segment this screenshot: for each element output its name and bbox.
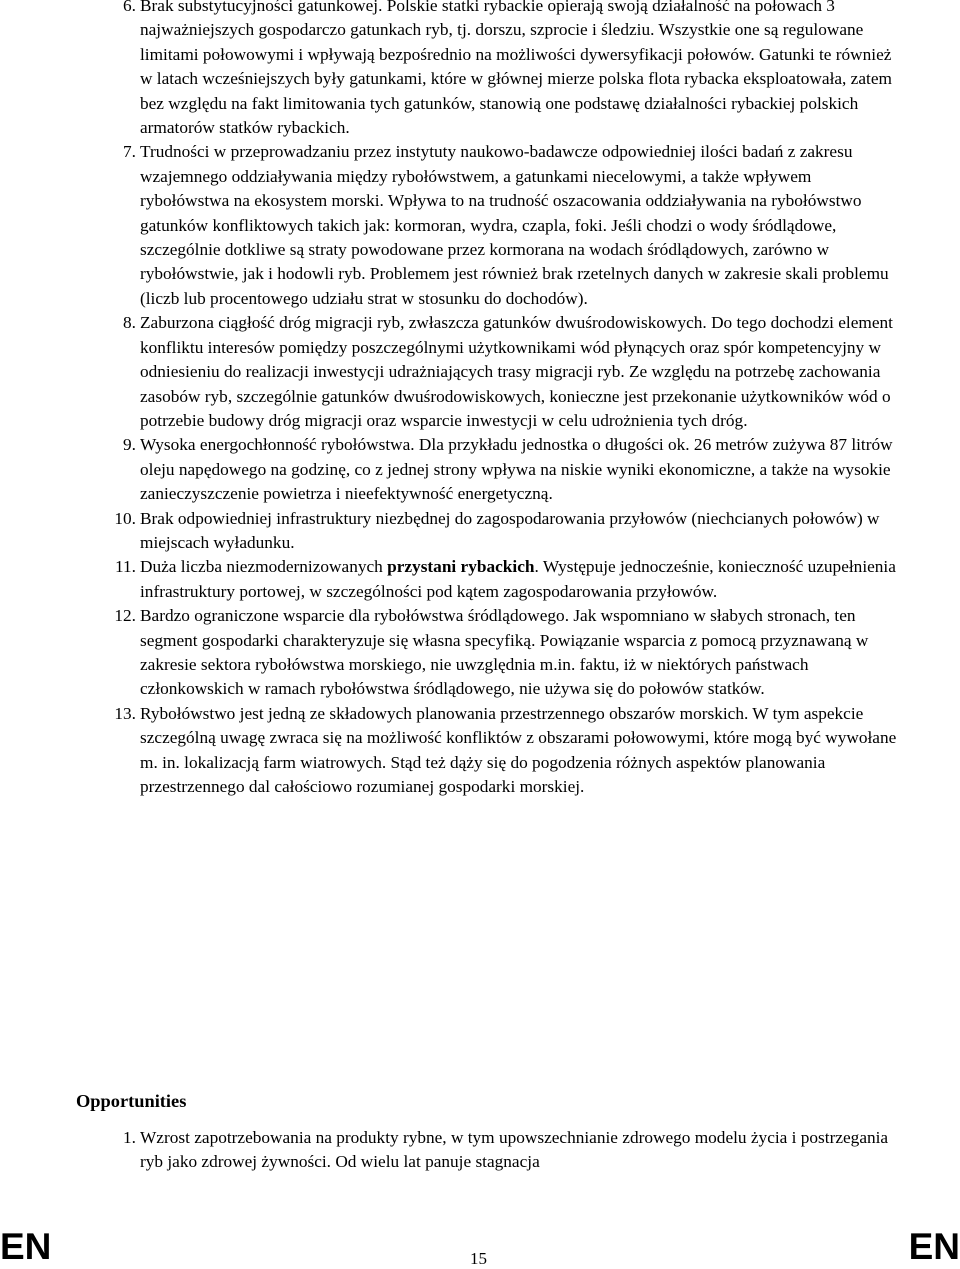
list-item-number: 1.	[123, 1128, 136, 1147]
list-item-9	[0, 433, 960, 506]
list-item-number: 7.	[123, 142, 136, 162]
list-item-12	[0, 604, 960, 702]
page-number: 15	[470, 1249, 487, 1268]
list-item-number: 13.	[114, 703, 136, 723]
list-item-11	[0, 555, 960, 604]
opportunity-item-1	[0, 1126, 960, 1175]
list-item-text: Zaburzona ciągłość dróg migracji ryb, zwłaszcza gatunków dwuśrodowiskowych. Do tego dochodzi element konfliktu interesów pomiędzy poszczególnymi użytkownikami wód płynących oraz spór kompetencyjny w odniesieniu do realizacji inwestycji udrażniających trasy migracji ryb. Ze względu na potrzebę zachowania zasobów ryb, szczególnie gatunków dwuśrodowiskowych, konieczne jest przekonanie użytkowników wód o potrzebie budowy dróg migracji oraz wsparcie inwestycji w celu udrożnienia tych dróg.	[140, 313, 893, 430]
list-item-number: 6.	[123, 0, 136, 15]
list-item-number: 10.	[114, 508, 136, 528]
list-item-text: Brak odpowiedniej infrastruktury niezbędnej do zagospodarowania przyłowów (niechcianych połowów) w miejscach wyładunku.	[140, 508, 880, 552]
list-item-13	[0, 702, 960, 800]
list-item-text: Wzrost zapotrzebowania na produkty rybne, w tym upowszechnianie zdrowego modelu życia i postrzegania ryb jako zdrowej żywności. Od wielu lat panuje stagnacja	[140, 1128, 889, 1172]
list-item-number: 8.	[123, 313, 136, 333]
list-item-8	[0, 311, 960, 433]
opportunities-list	[0, 1126, 960, 1175]
list-item-text: Bardzo ograniczone wsparcie dla rybołówstwa śródlądowego. Jak wspomniano w słabych stronach, ten segment gospodarki charakteryzuje się własna specyfiką. Powiązanie wsparcia z pomocą przyznawaną w zakresie sektora rybołówstwa morskiego, nie uwzględnia m.in. faktu, iż w niektórych państwach członkowskich w ramach rybołówstwa śródlądowego, nie używa się do połowów statków.	[140, 606, 869, 699]
list-item-text	[140, 557, 896, 600]
section-title-opportunities: Opportunities	[76, 1091, 187, 1111]
list-item-text-bold: przystani rybackich	[387, 557, 535, 577]
list-item-text: Brak substytucyjności gatunkowej. Polskie statki rybackie opierają swoją działalność na połowach 3 najważniejszych gospodarczo gatunkach ryb, tj. dorszu, szprocie i śledziu. Wszystkie one są regulowane limitami połowowymi i wpływają bezpośrednio na możliwości dywersyfikacji połowów. Gatunki te również w latach wcześniejszych były gatunkami, które w głównej mierze polska flota rybacka eksploatowała, zatem bez względu na fakt limitowania tych gatunków, stanowią one podstawę działalności rybackiej polskich armatorów statków rybackich.	[140, 0, 892, 138]
footer-language-left: EN	[0, 1226, 52, 1267]
list-item-text: Wysoka energochłonność rybołówstwa. Dla przykładu jednostka o długości ok. 26 metrów zużywa 87 litrów oleju napędowego na godzinę, co z jednej strony wpływa na niskie wyniki ekonomiczne, a także na wysokie zanieczyszczenie powietrza i nieefektywność energetyczną.	[140, 435, 893, 504]
list-item-text-end: . Występuje jednocześnie, konieczność uzupełnienia infrastruktury portowej, w szczególności pod kątem zagospodarowania przyłowów.	[140, 557, 896, 601]
list-item-10	[0, 507, 960, 556]
list-item-6	[0, 0, 960, 140]
list-item-number: 9.	[123, 435, 136, 455]
list-item-text: Rybołówstwo jest jedną ze składowych planowania przestrzennego obszarów morskich. W tym aspekcie szczególną uwagę zwraca się na możliwość konfliktów z obszarami połowowymi, które mogą być wywołane m. in. lokalizacją farm wiatrowych. Stąd też dąży się do pogodzenia różnych aspektów planowania przestrzennego dal całościowo rozumianej gospodarki morskiej.	[140, 703, 897, 796]
list-item-7	[0, 140, 960, 311]
list-item-number: 12.	[114, 606, 136, 626]
footer-language-right: EN	[908, 1226, 960, 1267]
list-item-text: Trudności w przeprowadzaniu przez instytuty naukowo-badawcze odpowiedniej ilości badań z zakresu wzajemnego oddziaływania między rybołówstwem, a gatunkami niecelowymi, a także wpływem rybołówstwa na ekosystem morski. Wpływa to na trudność oszacowania oddziaływania na rybołówstwo gatunków konfliktowych takich jak: kormoran, wydra, czapla, foki. Jeśli chodzi o wody śródlądowe, szczególnie dotkliwe są straty powodowane przez kormorana na wodach śródlądowych, zarówno w rybołówstwie, jak i hodowli ryb. Problemem jest również brak rzetelnych danych w zakresie skali problemu (liczb lub procentowego udziału strat w stosunku do dochodów).	[140, 142, 889, 308]
list-item-number: 11.	[115, 557, 136, 577]
list-item-text-start: Duża liczba niezmodernizowanych	[140, 557, 388, 577]
